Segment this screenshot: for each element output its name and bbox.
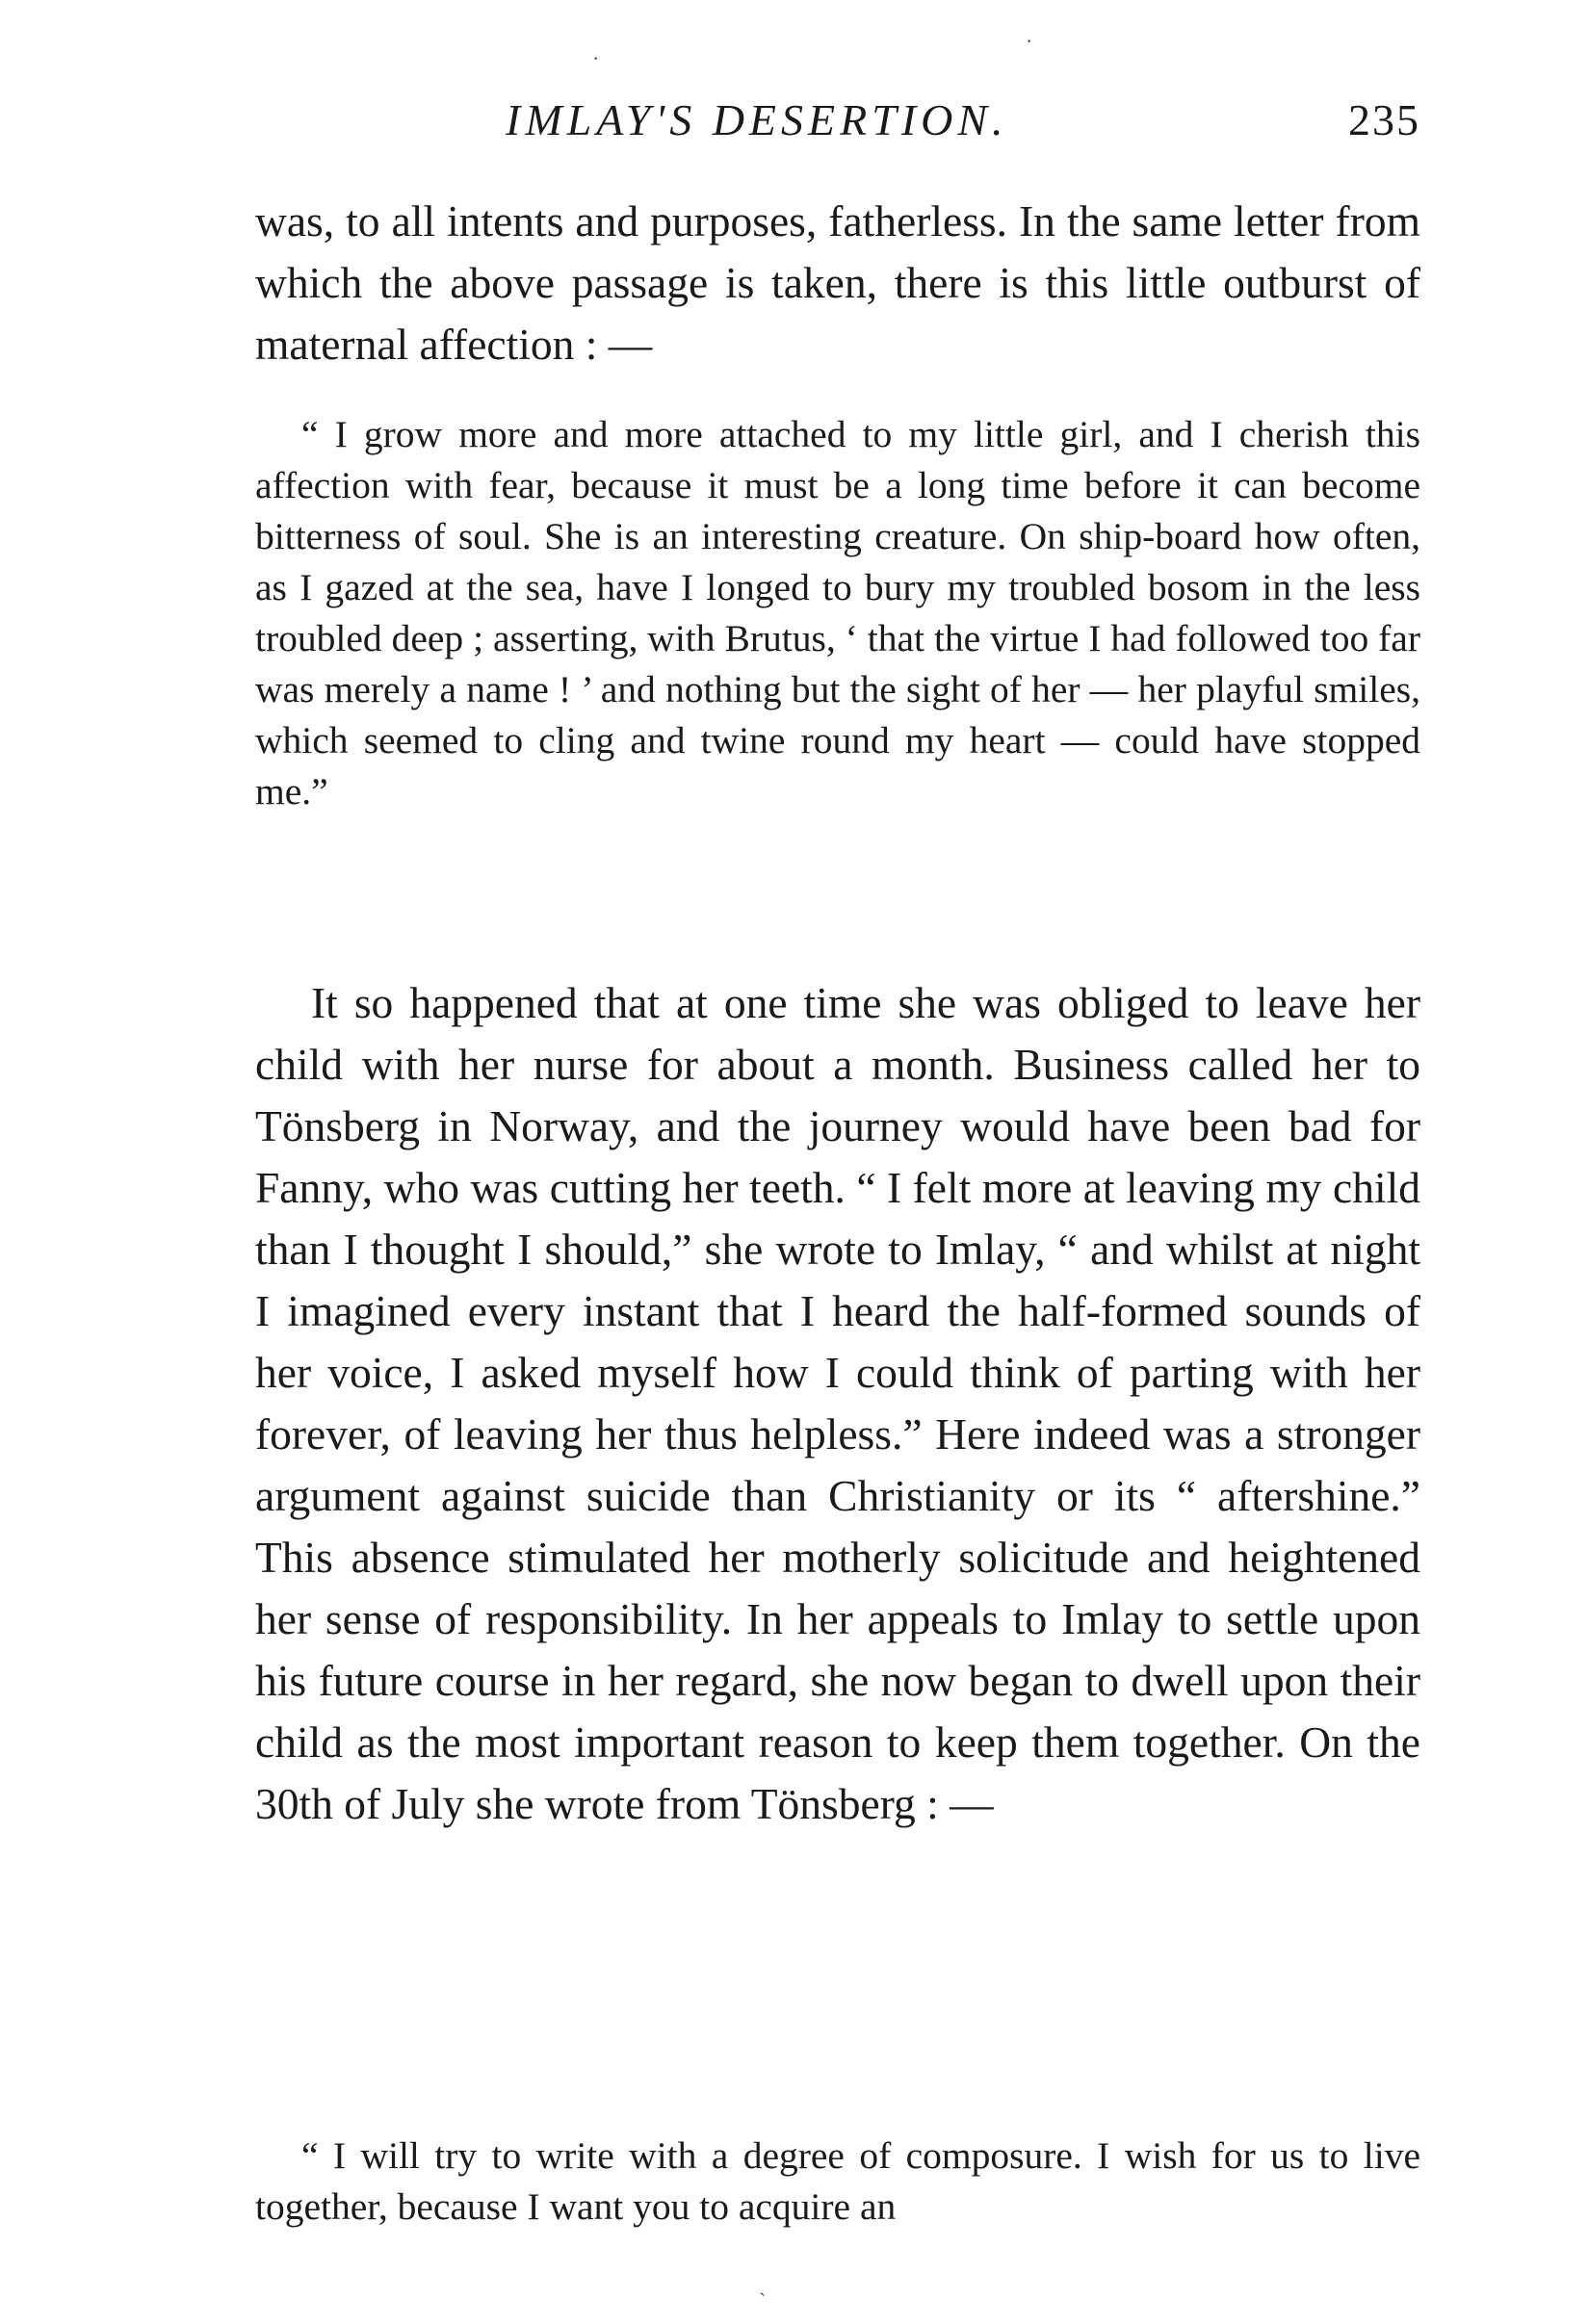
scan-speck: · <box>592 46 600 70</box>
block-quote: “ I will try to write with a degree of composure. I wish for us to live together, because I want you to acquire an <box>255 2134 1420 2228</box>
block-quote: “ I grow more and more attached to my little girl, and I cherish this affection with fear, because it must be a long time before it can become bitterness of soul. She is an interesting creature. On ship-board how often, as I gazed at the sea, have I longed to bury my troubled bosom in the less troubled deep ; asserting, with Brutus, ‘ that the virtue I had followed too far was merely a name ! ’ and nothing but the sight of her — her playful smiles, which seemed to cling and twine round my heart — could have stopped me.” <box>255 413 1420 813</box>
running-head: IMLAY'S DESERTION. <box>506 95 1008 144</box>
scan-speck: ˎ <box>759 2272 767 2296</box>
scan-speck: · <box>1026 29 1033 53</box>
page-header <box>255 94 1420 152</box>
body-paragraph: It so happened that at one time she was obliged to leave her child with her nurse for about a month. Business called her to Tönsberg in Norway, and the journey would have been bad for Fanny, who was cutting her teeth. “ I felt more at leaving my child than I thought I should,” she wrote to Imlay, “ and whilst at night I imagined every instant that I heard the half-formed sounds of her voice, I asked myself how I could think of parting with her forever, of leaving her thus helpless.” Here indeed was a stronger argument against suicide than Christianity or its “ aftershine.” This absence stimulated her motherly solicitude and heightened her sense of responsibility. In her appeals to Imlay to settle upon his future course in her regard, she now began to dwell upon their child as the most important reason to keep them together. On the 30th of July she wrote from Tönsberg : — <box>255 978 1420 1828</box>
body-paragraph: was, to all intents and purposes, fatherless. In the same letter from which the above passage is taken, there is this little outburst of maternal affection : — <box>255 196 1420 369</box>
page-number: 235 <box>1348 95 1420 144</box>
